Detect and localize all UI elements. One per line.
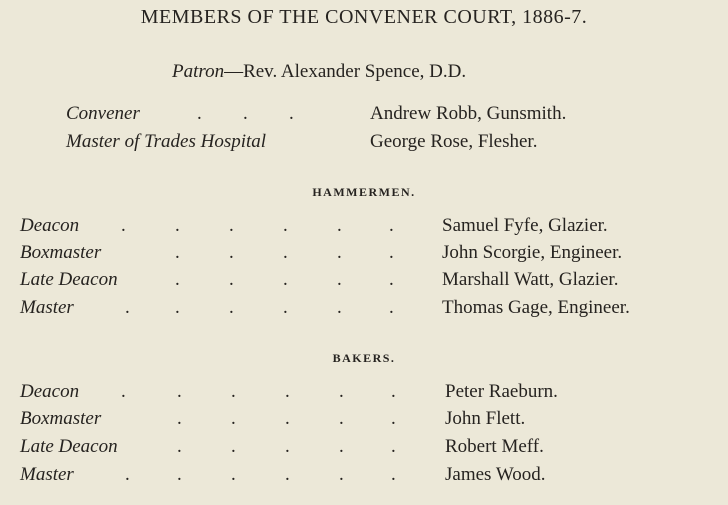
patron-name: Rev. Alexander Spence, D.D. [243, 61, 467, 82]
member-name: Robert Meff. [445, 436, 544, 457]
official-role: Convener [66, 103, 140, 124]
official-name: George Rose, Flesher. [370, 131, 538, 152]
member-row: Master . . . . . . James Wood. [20, 464, 546, 485]
member-name: Marshall Watt, Glazier. [442, 269, 619, 290]
official-role: Master of Trades Hospital [66, 131, 267, 152]
page-title: MEMBERS OF THE CONVENER COURT, 1886-7. [140, 6, 588, 28]
patron-dash: — [224, 61, 244, 82]
member-row: Master . . . . . . Thomas Gage, Engineer. [20, 297, 630, 318]
member-role: Deacon [20, 215, 80, 236]
member-row: Deacon . . . . . . Peter Raeburn. [20, 381, 558, 402]
patron-role: Patron [172, 61, 225, 82]
member-role: Boxmaster [20, 242, 102, 263]
member-name: James Wood. [445, 464, 546, 485]
member-row: Late Deacon . . . . . Robert Meff. [20, 436, 544, 457]
member-role: Late Deacon [20, 436, 118, 457]
member-name: Thomas Gage, Engineer. [442, 297, 630, 318]
official-row-convener: Convener . . . Andrew Robb, Gunsmith. [66, 103, 567, 124]
member-name: Samuel Fyfe, Glazier. [442, 215, 608, 236]
member-row: Boxmaster . . . . . John Flett. [20, 408, 526, 429]
official-name: Andrew Robb, Gunsmith. [370, 103, 567, 124]
member-role: Deacon [20, 381, 80, 402]
member-role: Late Deacon [20, 269, 118, 290]
member-name: John Flett. [445, 408, 526, 429]
section-heading-hammermen: HAMMERMEN. [312, 185, 416, 199]
member-row: Deacon . . . . . . Samuel Fyfe, Glazier. [20, 215, 608, 236]
section-heading-bakers: BAKERS. [332, 351, 396, 365]
member-name: John Scorgie, Engineer. [442, 242, 623, 263]
member-role: Boxmaster [20, 408, 102, 429]
member-name: Peter Raeburn. [445, 381, 558, 402]
member-role: Master [20, 464, 74, 485]
member-row: Late Deacon . . . . . Marshall Watt, Glazier. [20, 269, 619, 290]
official-row-master-trades-hospital [66, 131, 666, 157]
member-role: Master [20, 297, 74, 318]
patron-line [172, 61, 466, 83]
member-row: Boxmaster . . . . . John Scorgie, Engineer. [20, 242, 623, 263]
